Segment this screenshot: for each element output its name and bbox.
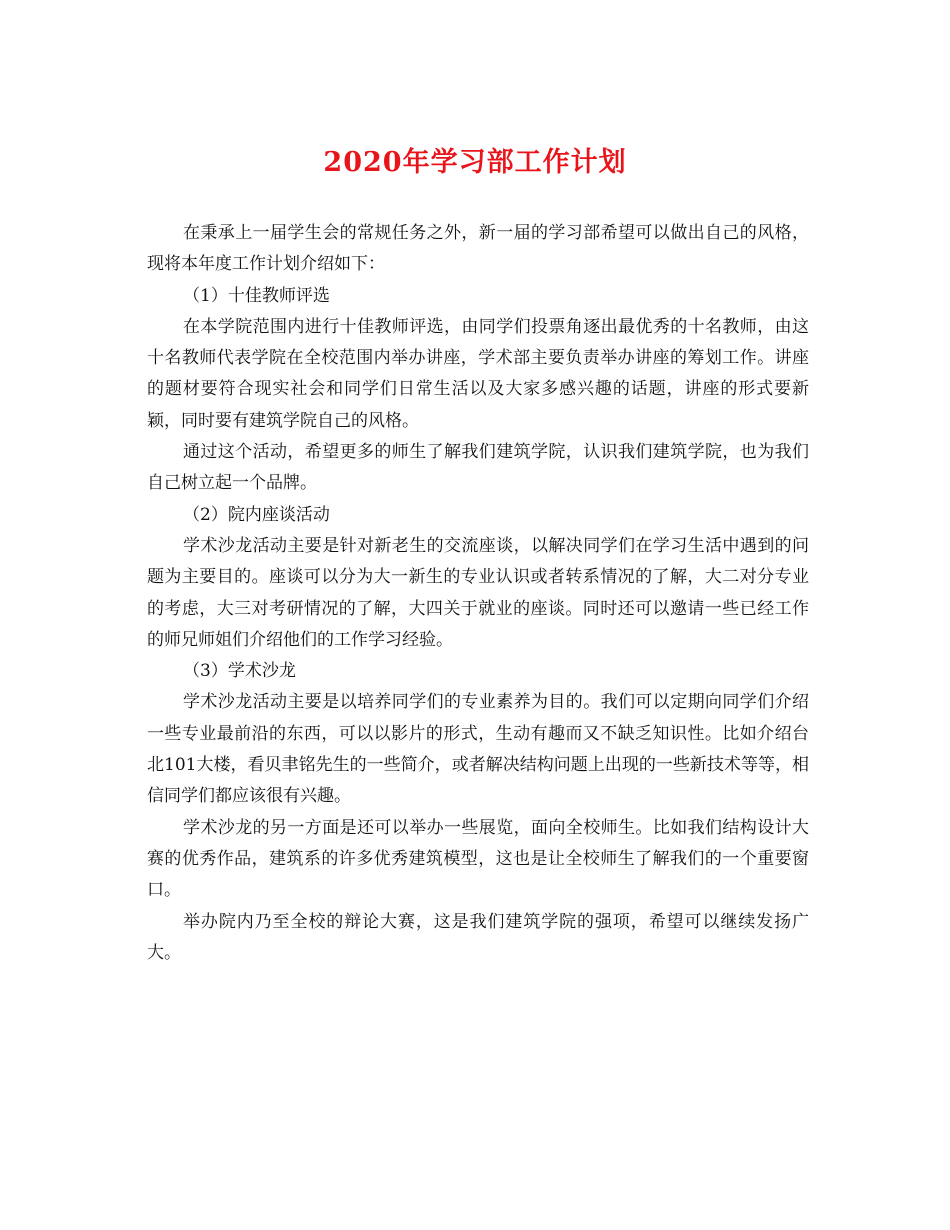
section-heading-3: （3）学术沙龙 [183, 661, 296, 682]
section-heading-2: （2）院内座谈活动 [183, 504, 330, 525]
section-heading-1: （1）十佳教师评选 [183, 285, 330, 306]
paragraph-section-1-goal: 通过这个活动，希望更多的师生了解我们建筑学院，认识我们建筑学院，也为我们自己树立起一个品牌。 [147, 442, 809, 494]
paragraph-section-3-body: 学术沙龙活动主要是以培养同学们的专业素养为目的。我们可以定期向同学们介绍一些专业最前沿的东西，可以以影片的形式，生动有趣而又不缺乏知识性。比如介绍台北101大楼，看贝聿铭先生的一些简介，或者解决结构问题上出现的一些新技术等等，相信同学们都应该很有兴趣。 [147, 692, 809, 807]
paragraph-section-1-body: 在本学院范围内进行十佳教师评选，由同学们投票角逐出最优秀的十名教师，由这十名教师代表学院在全校范围内举办讲座，学术部主要负责举办讲座的筹划工作。讲座的题材要符合现实社会和同学们日常生活以及大家多感兴趣的话题，讲座的形式要新颖，同时要有建筑学院自己的风格。 [147, 316, 809, 431]
paragraph-section-3-exhibition: 学术沙龙的另一方面是还可以举办一些展览，面向全校师生。比如我们结构设计大赛的优秀作品，建筑系的许多优秀建筑模型，这也是让全校师生了解我们的一个重要窗口。 [147, 817, 809, 901]
paragraph-intro: 在秉承上一届学生会的常规任务之外，新一届的学习部希望可以做出自己的风格，现将本年度工作计划介绍如下： [147, 223, 809, 275]
paragraph-section-2-body: 学术沙龙活动主要是针对新老生的交流座谈，以解决同学们在学习生活中遇到的问题为主要目的。座谈可以分为大一新生的专业认识或者转系情况的了解，大二对分专业的考虑，大三对考研情况的了解，大四关于就业的座谈。同时还可以邀请一些已经工作的师兄师姐们介绍他们的工作学习经验。 [147, 535, 809, 650]
paragraph-section-3-debate: 举办院内乃至全校的辩论大赛，这是我们建筑学院的强项，希望可以继续发扬广大。 [147, 911, 809, 963]
document-title: 2020年学习部工作计划 [323, 147, 627, 178]
document-body [147, 218, 809, 969]
